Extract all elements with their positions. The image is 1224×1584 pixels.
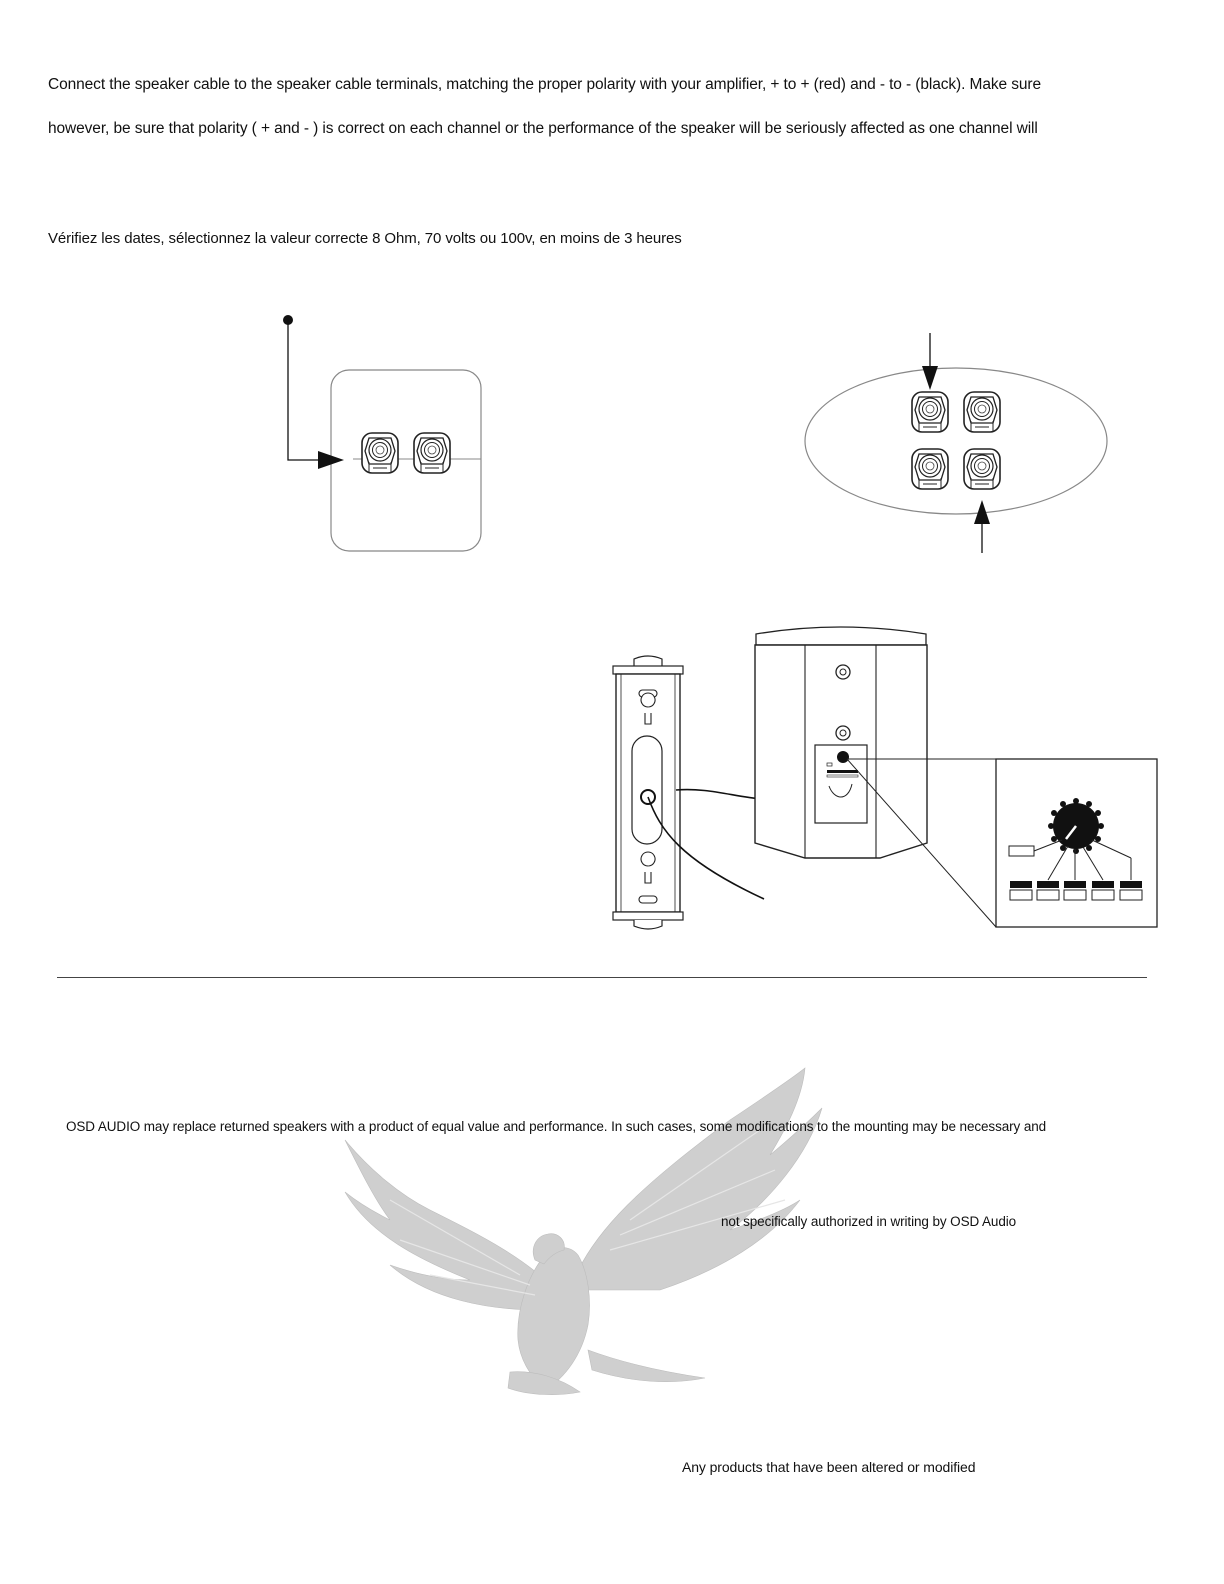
section-divider — [57, 977, 1147, 978]
terminal-post-4 — [964, 449, 1000, 489]
terminal-post-negative — [414, 433, 450, 473]
dual-terminal-pair-diagram — [805, 333, 1107, 553]
tap-selector-inset — [996, 759, 1157, 927]
tap-selector-positions — [1010, 881, 1142, 900]
warranty-altered-products-text: Any products that have been altered or modified — [682, 1459, 976, 1475]
terminal-post-positive — [362, 433, 398, 473]
mounting-bracket — [613, 656, 683, 929]
paragraph-french-instructions: Vérifiez les dates, sélectionnez la valeur correcte 8 Ohm, 70 volts ou 100v, en moins de 3 heures — [48, 230, 682, 247]
speaker-cabinet — [755, 627, 927, 858]
paragraph-polarity-warning: however, be sure that polarity ( + and - ) is correct on each channel or the performance of the speaker will be seriously affected as one channel will — [48, 120, 1038, 137]
warranty-authorization-text: not specifically authorized in writing by OSD Audio — [721, 1214, 1017, 1229]
warranty-replacement-text: OSD AUDIO may replace returned speakers with a product of equal value and performance. In such cases, some modifications to the mounting may be necessary and — [66, 1119, 1047, 1134]
eagle-logo-icon — [330, 1060, 830, 1400]
terminal-post-3 — [912, 449, 948, 489]
paragraph-polarity-instructions: Connect the speaker cable to the speaker cable terminals, matching the proper polarity with your amplifier, + to + (red) and - to - (black). Make sure — [48, 76, 1041, 93]
terminal-post-2 — [964, 392, 1000, 432]
terminal-post-1 — [912, 392, 948, 432]
speaker-with-bracket-and-tap-selector-diagram — [613, 627, 1157, 929]
single-terminal-pair-diagram — [283, 315, 481, 551]
